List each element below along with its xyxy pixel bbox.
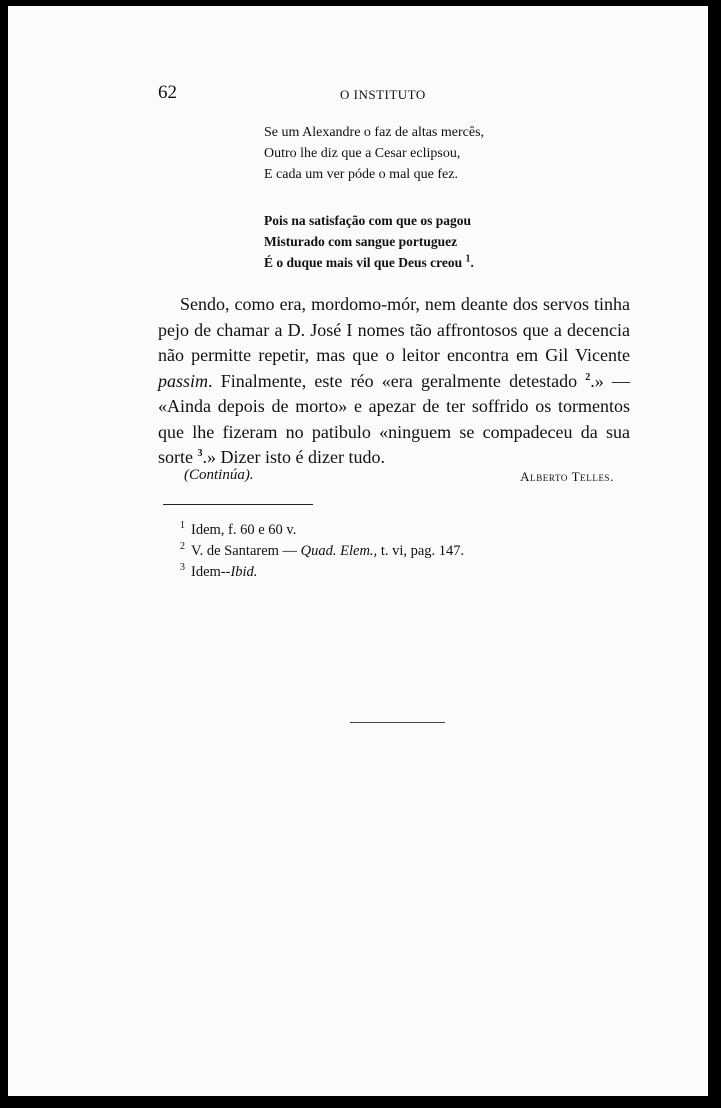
footnote-italic: Quad. Elem., <box>300 543 378 559</box>
verse-end: . <box>470 255 474 270</box>
body-text-3: .» — «Ainda depois de morto» e apezar de ter soffrido os tormentos que lhe fizeram no patibulo «ninguem se compadeceu da sua sorte <box>158 370 630 467</box>
verse-text: É o duque mais vil que Deus creou <box>264 255 463 270</box>
footnotes <box>180 520 464 583</box>
footnote-1 <box>180 520 464 541</box>
footnote-3 <box>180 562 464 583</box>
verse-stanza-2 <box>264 210 474 273</box>
body-paragraph <box>158 292 630 471</box>
verse-line: Outro lhe diz que a Cesar eclipsou, <box>264 146 461 161</box>
footnote-text: V. de Santarem — <box>191 543 301 559</box>
footnote-text: Idem-- <box>191 564 231 580</box>
verse-line: Pois na satisfação com que os pagou <box>264 213 472 228</box>
verse-line: Misturado com sangue portuguez <box>264 234 458 249</box>
continua-label: (Continúa). <box>184 467 254 483</box>
verse-line: E cada um ver póde o mal que fez. <box>264 167 458 182</box>
page <box>8 6 708 1096</box>
footnote-divider <box>163 504 313 505</box>
footnote-number: 2 <box>180 541 185 553</box>
page-number: 62 <box>158 82 177 103</box>
footnote-2 <box>180 541 464 562</box>
footnote-text: Idem, f. 60 e 60 v. <box>191 522 297 538</box>
body-text-4: .» Dizer isto é dizer tudo. <box>202 447 385 467</box>
page-header <box>158 82 638 106</box>
verse-stanza-1 <box>264 122 484 185</box>
running-title: O INSTITUTO <box>340 87 426 102</box>
body-text-1: Sendo, como era, mordomo-mór, nem deante dos servos tinha pejo de chamar a D. José I nomes tão affrontosos que a decencia não permitte repetir, mas que o leitor encontra em Gil Vicente <box>158 294 630 365</box>
author-name: Alberto Telles. <box>520 469 614 484</box>
footnote-number: 3 <box>180 562 185 574</box>
signature-line <box>184 467 614 487</box>
footnote-italic: Ibid. <box>230 564 258 580</box>
footnote-number: 1 <box>180 520 185 532</box>
verse-line: Se um Alexandre o faz de altas mercês, <box>264 125 485 140</box>
verse-line <box>264 252 474 273</box>
passim-word: passim <box>158 370 209 391</box>
body-text-2: . Finalmente, este réo «era geralmente detestado <box>208 370 586 391</box>
footnote-text-end: t. vi, pag. 147. <box>377 543 465 559</box>
footnote-ref-3: 3 <box>197 448 203 459</box>
section-divider <box>350 722 445 723</box>
footnote-ref-2: 2 <box>585 371 591 383</box>
footnote-ref-1: 1 <box>465 253 471 265</box>
